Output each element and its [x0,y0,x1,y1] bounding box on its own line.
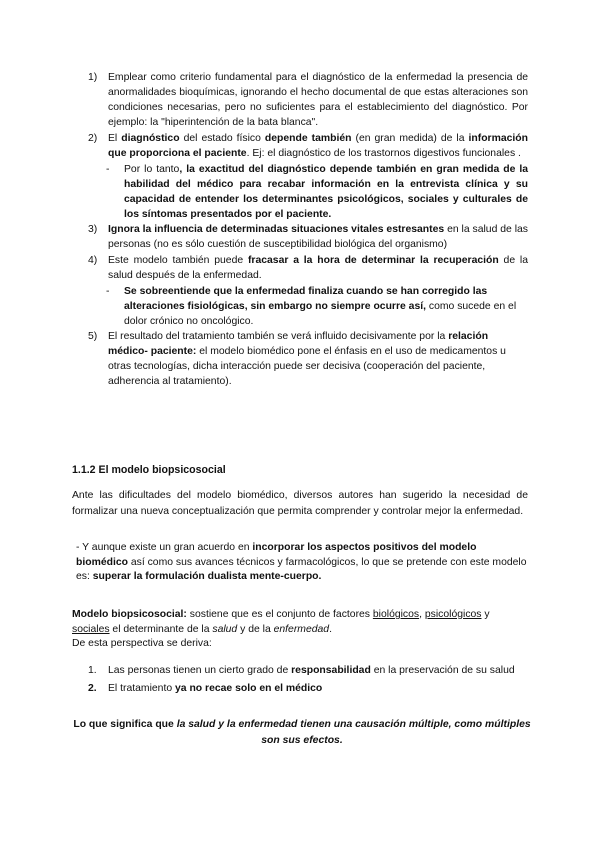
list-number: 1. [88,665,97,676]
list-item [88,329,528,389]
sub-list-item [88,284,528,329]
text-segment: de la salud después de la enfermedad. [108,255,528,281]
text-segment: así como sus avances técnicos y farmacológicos, lo que se pretende con este modelo es: [76,556,527,582]
bold-text: fracasar a la hora de determinar la recuperación [247,255,499,266]
text-segment: Por lo tanto [124,164,180,175]
italic-emphasis: la salud y la enfermedad tienen una causación múltiple, como múltiples son sus efectos. [176,719,531,746]
text-segment: en la preservación de su salud [370,665,515,676]
text-segment: como sucede en el dolor crónico no oncológico. [124,301,517,327]
text-segment: . Ej: el diagnóstico de los trastornos digestivos funcionales . [246,148,521,159]
dash-marker: - [106,164,110,175]
list-number: 3) [88,224,98,235]
text-segment: . [329,623,332,635]
list-number: 4) [88,255,98,266]
bold-term: diagnóstico [121,133,180,144]
list-item [88,131,528,161]
closing-statement [72,717,532,749]
list-number: 1) [88,72,98,83]
bold-term: información que proporciona el paciente [108,133,528,159]
dash-marker: - [106,286,110,297]
list-item [88,664,528,679]
bold-text: relación médico- paciente: [108,331,489,357]
dash-paragraph [76,541,528,585]
text-segment: Y aunque existe un gran acuerdo en [82,542,253,553]
bold-text: incorporar los aspectos positivos del modelo biomédico [76,542,477,568]
text-segment: Este modelo también puede [108,255,248,266]
bold-text: responsabilidad [291,665,371,676]
list-number: 2. [88,682,97,694]
definition-followup: De esta perspectiva se deriva: [72,638,212,649]
text-segment: El [108,133,122,144]
text-segment: El tratamiento [108,682,175,694]
list-item [88,222,528,252]
list-item [88,253,528,283]
bold-text: , la exactitud del diagnóstico depende también en gran medida de la habilidad del médico para recabar información en la entrevista clínica y su capacidad de entender los determinantes psicológicos, sociales y culturales de los síntomas presentados por el paciente. [124,164,529,220]
underlined-term: psicológicos [424,609,482,620]
text-segment: el modelo biomédico pone el énfasis en el uso de medicamentos u otras tecnologías, dicha interacción puede ser decisiva (cooperación del paciente, adherencia al tratamiento). [108,346,506,387]
bold-term: depende también [264,133,352,144]
text-segment: Las personas tienen un cierto grado de [108,665,292,676]
underlined-term: biológicos [372,609,420,620]
definition-paragraph [72,608,530,652]
text-segment: El resultado del tratamiento también se verá influido decisivamente por la [108,331,449,342]
text-segment: y [481,609,490,620]
bold-text: superar la formulación dualista mente-cuerpo. [92,571,322,582]
text-segment: en la salud de las personas (no es sólo cuestión de susceptibilidad biológica del organismo) [108,224,529,250]
text-segment: (en gran medida) de la [351,133,469,144]
italic-term: salud [212,623,238,635]
text-segment: , [419,609,425,620]
bold-text: Se sobreentiende que la enfermedad finaliza cuando se han corregido las alteraciones fisiológicas, sin embargo no siempre ocurre así, [124,286,488,312]
bold-text: ya no recae solo en el médico [175,682,323,694]
section-heading: 1.1.2 El modelo biopsicosocial [72,464,226,476]
text-segment: del estado físico [179,133,265,144]
text-segment: Lo que significa que [73,719,177,730]
dash-marker: - [76,542,80,553]
list-number: 2) [88,133,98,144]
list-number: 5) [88,331,98,342]
underlined-term: sociales [72,623,110,635]
list-item-text: Emplear como criterio fundamental para el diagnóstico de la enfermedad la presencia de anormalidades bioquímicas, ignorando el hecho documental de que estas alteraciones son condiciones necesarias, pero no suficientes para el establecimiento del diagnóstico. Por ejemplo: la "hiperintención de la bata blanca". [108,72,528,128]
text-segment: sostiene que es el conjunto de factores [186,609,373,620]
text-segment: y de la [237,623,274,635]
list-item [88,70,528,130]
numbered-list-derivations [88,664,528,699]
italic-term: enfermedad [273,623,330,635]
list-item [88,682,528,697]
numbered-list-biomedical-limitations [88,70,528,390]
text-segment: el determinante de la [109,623,213,635]
intro-paragraph: Ante las dificultades del modelo biomédico, diversos autores han sugerido la necesidad de formalizar una nueva conceptualización que permita comprender y controlar mejor la enfermedad. [72,490,528,517]
definition-term: Modelo biopsicosocial: [72,609,187,620]
bold-text: Ignora la influencia de determinadas situaciones vitales estresantes [108,224,445,235]
sub-list-item [88,162,528,222]
